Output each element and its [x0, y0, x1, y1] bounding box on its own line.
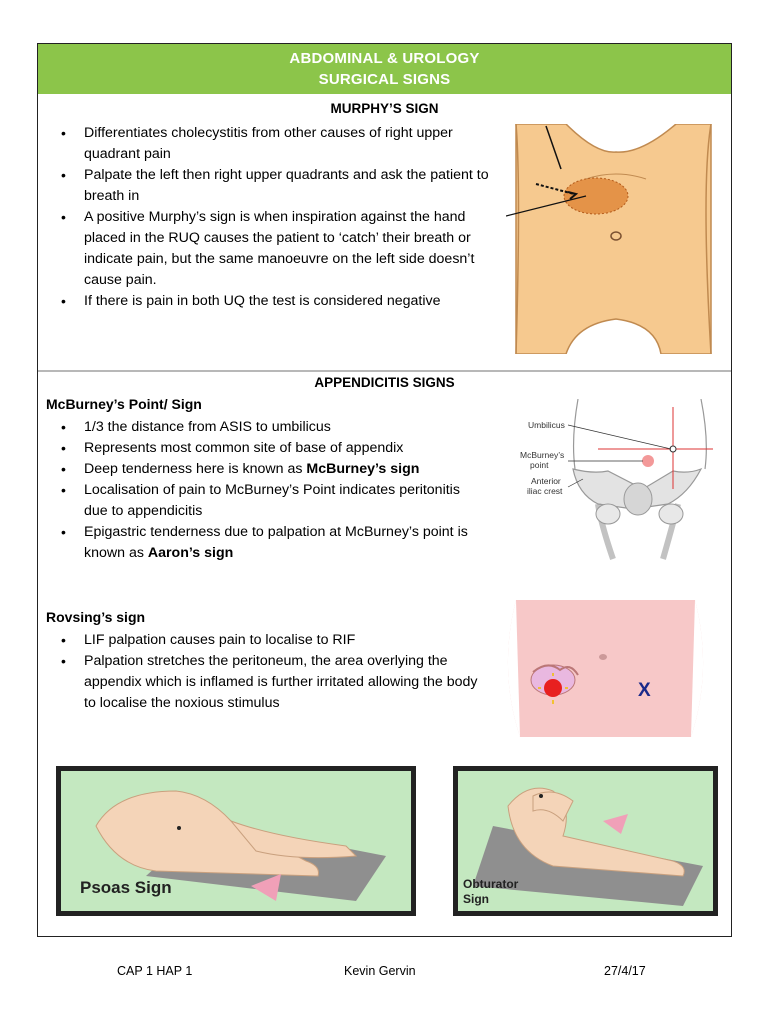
- rovsing-bullet-list: [53, 630, 483, 714]
- rovsing-title: Rovsing’s sign: [46, 609, 146, 625]
- list-item: • Palpate the left then right upper quadrants and ask the patient to breath in: [53, 165, 503, 207]
- umbilicus-label: Umbilicus: [528, 420, 565, 430]
- footer-date: 27/4/17: [604, 964, 646, 978]
- header-title-line1: ABDOMINAL & UROLOGY: [289, 50, 480, 67]
- footer-course: CAP 1 HAP 1: [117, 964, 193, 978]
- list-item: • 1/3 the distance from ASIS to umbilicus: [53, 417, 473, 438]
- murphy-bullet-list: [53, 123, 503, 312]
- bullet-text: Epigastric tenderness due to palpation at McBurney’s point is known as: [84, 524, 468, 561]
- murphy-abdomen-illustration: [506, 124, 726, 354]
- psoas-sign-label: Psoas Sign: [80, 878, 172, 897]
- bullet-text: Deep tenderness here is known as: [84, 461, 307, 477]
- rovsing-abdomen-illustration: [498, 600, 713, 737]
- obturator-sign-label-line2: Sign: [463, 892, 489, 906]
- obturator-sign-label: Obturator: [463, 877, 519, 891]
- bullet-bold-term: Aaron’s sign: [147, 545, 234, 561]
- obturator-sign-illustration: [453, 766, 718, 916]
- list-item: • Palpation stretches the peritoneum, the area overlying the appendix which is inflamed is further irritated allowing the body to localise the noxious stimulus: [53, 651, 483, 714]
- iliac-crest-label-line2: iliac crest: [527, 486, 563, 496]
- list-item: • Localisation of pain to McBurney’s Point indicates peritonitis due to appendicitis: [53, 480, 473, 522]
- header-title-line2: SURGICAL SIGNS: [318, 71, 451, 88]
- mcburney-point-label: McBurney’s: [520, 450, 565, 460]
- header-banner: [38, 44, 731, 94]
- list-item: • Differentiates cholecystitis from other causes of right upper quadrant pain: [53, 123, 503, 165]
- section-divider: [38, 370, 731, 372]
- list-item: • A positive Murphy’s sign is when inspiration against the hand placed in the RUQ causes the patient to ‘catch’ their breath or indicate pain, but the same manoeuvre on the left side doesn’t cause pain.: [53, 207, 503, 291]
- footer-author: Kevin Gervin: [344, 964, 416, 978]
- appendicitis-title: APPENDICITIS SIGNS: [314, 375, 455, 390]
- document-frame: [37, 43, 732, 937]
- iliac-crest-label: Anterior: [531, 476, 561, 486]
- list-item: [53, 522, 473, 564]
- mcburney-bullet-list: [53, 417, 473, 564]
- list-item: • If there is pain in both UQ the test is considered negative: [53, 291, 503, 312]
- list-item: • LIF palpation causes pain to localise to RIF: [53, 630, 483, 651]
- lif-palpation-mark: X: [638, 680, 651, 701]
- psoas-sign-illustration: [56, 766, 416, 916]
- pelvis-mcburney-illustration: [483, 399, 728, 564]
- murphy-title: MURPHY’S SIGN: [330, 101, 439, 116]
- bullet-bold-term: McBurney’s sign: [306, 461, 420, 477]
- list-item: [53, 459, 473, 480]
- mcburney-point-label-line2: point: [530, 460, 549, 470]
- list-item: • Represents most common site of base of appendix: [53, 438, 473, 459]
- mcburney-title: McBurney’s Point/ Sign: [46, 396, 202, 412]
